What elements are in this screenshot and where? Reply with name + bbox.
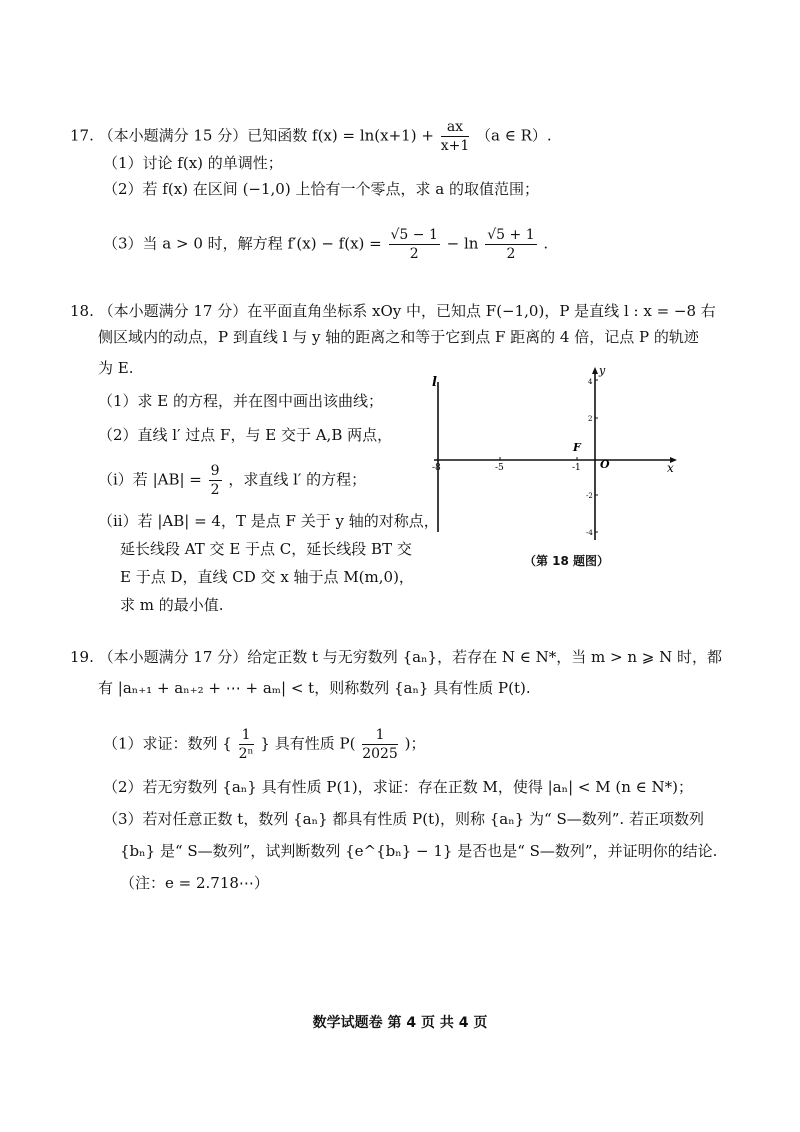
q18-stem-line2: 侧区域内的动点，P 到直线 l 与 y 轴的距离之和等于它到点 F 距离的 4 倍，记点 P 的轨迹	[98, 328, 699, 346]
q17-part2: （2）若 f(x) 在区间 (−1,0) 上恰有一个零点，求 a 的取值范围；	[103, 180, 539, 198]
q17-part3-frac1	[389, 226, 440, 263]
q18-figure	[420, 360, 695, 550]
q18-part2-i	[98, 462, 366, 499]
q18-figure-caption: （第 18 题图）	[524, 554, 610, 568]
q17-part3-mid: − ln	[446, 234, 479, 253]
y-tick-label-2: 2	[588, 415, 593, 423]
q17-frac-den: x+1	[440, 138, 470, 154]
q19-part1-frac2-den: 2025	[362, 746, 398, 762]
x-tick-label-m8: -8	[432, 463, 441, 473]
q19-part1-frac2	[362, 726, 398, 763]
q19-part1-frac1-den: 2ⁿ	[238, 746, 254, 762]
q17-part3-frac2	[485, 226, 536, 263]
y-tick-label-4: 4	[588, 378, 593, 386]
q19-note: （注：e = 2.718⋯）	[120, 874, 269, 892]
q17-part3-frac1-num: √5 − 1	[390, 227, 438, 243]
q17-part3-frac2-den: 2	[506, 246, 516, 262]
q17-part3-frac1-den: 2	[409, 246, 419, 262]
q18-part2-i-tail: ，求直线 l′ 的方程；	[228, 470, 367, 489]
q17-part1: （1）讨论 f(x) 的单调性；	[103, 154, 283, 172]
label-x: x	[667, 461, 674, 475]
q17-part3	[103, 226, 548, 263]
q18-part2-ii-line2: 延长线段 AT 交 E 于点 C，延长线段 BT 交	[120, 540, 412, 558]
q19-part1-mid: } 具有性质 P(	[260, 734, 356, 753]
page-footer: 数学试题卷 第 4 页 共 4 页	[312, 1015, 488, 1031]
q19-stem-line1: 19. （本小题满分 17 分）给定正数 t 与无穷数列 {aₙ}，若存在 N ∈ N*，当 m > n ⩾ N 时，都	[70, 648, 723, 666]
label-F: F	[573, 441, 581, 454]
q17-stem-tail: （a ∈ R）.	[476, 126, 552, 145]
q17-frac-num: ax	[441, 118, 470, 137]
q17-stem	[70, 118, 552, 155]
label-l: l	[432, 375, 437, 390]
q18-part2: （2）直线 l′ 过点 F，与 E 交于 A,B 两点，	[98, 426, 393, 444]
q19-stem-line2: 有 |aₙ₊₁ + aₙ₊₂ + ⋯ + aₘ| < t，则称数列 {aₙ} 具有性质 P(t).	[98, 679, 531, 697]
y-tick-label-m4: -4	[586, 529, 593, 537]
q19-part1	[103, 726, 425, 763]
x-tick-label-m1: -1	[572, 463, 581, 473]
q18-part2-i-den: 2	[210, 482, 220, 498]
q19-part1-frac2-num: 1	[362, 726, 398, 745]
q18-part2-i-num: 9	[210, 463, 220, 479]
q18-part2-ii-line4: 求 m 的最小值.	[120, 596, 224, 614]
q19-part1-frac1	[239, 726, 254, 763]
q18-part1: （1）求 E 的方程，并在图中画出该曲线；	[98, 392, 384, 410]
q18-part2-ii-line1: （ii）若 |AB| = 4，T 是点 F 关于 y 轴的对称点，	[98, 512, 439, 530]
q17-stem-head: 17. （本小题满分 15 分）已知函数 f(x) = ln(x+1) +	[70, 126, 434, 145]
q17-fraction	[441, 118, 470, 155]
q18-stem-line1: 18. （本小题满分 17 分）在平面直角坐标系 xOy 中，已知点 F(−1,0)，P 是直线 l : x = −8 右	[70, 302, 716, 320]
q17-part3-head: （3）当 a > 0 时，解方程 f′(x) − f(x) =	[103, 234, 382, 253]
q19-part2: （2）若无穷数列 {aₙ} 具有性质 P(1)，求证：存在正数 M，使得 |aₙ| < M (n ∈ N*)；	[103, 778, 694, 796]
q18-part2-i-frac	[209, 462, 222, 499]
label-y: y	[599, 364, 606, 377]
label-O: O	[600, 458, 610, 471]
q19-part3-line1: （3）若对任意正数 t，数列 {aₙ} 都具有性质 P(t)，则称 {aₙ} 为“ S—数列”. 若正项数列	[103, 810, 704, 828]
y-tick-label-m2: -2	[586, 492, 593, 500]
q19-part1-tail: )；	[404, 734, 426, 753]
y-axis-arrow-icon	[592, 367, 598, 374]
q19-part1-frac1-num: 1	[239, 726, 254, 745]
q17-part3-frac2-num: √5 + 1	[487, 227, 535, 243]
q18-stem-line3: 为 E.	[98, 359, 134, 377]
q19-part3-line2: {bₙ} 是“ S—数列”，试判断数列 {e^{bₙ} − 1} 是否也是“ S—数列”，并证明你的结论.	[120, 842, 718, 860]
q17-part3-tail: .	[543, 234, 549, 253]
x-tick-label-m5: -5	[495, 463, 504, 473]
q18-part2-ii-line3: E 于点 D，直线 CD 交 x 轴于点 M(m,0)，	[120, 568, 414, 586]
q19-part1-head: （1）求证：数列 {	[103, 734, 232, 753]
q18-part2-i-head: （i）若 |AB| =	[98, 470, 202, 489]
